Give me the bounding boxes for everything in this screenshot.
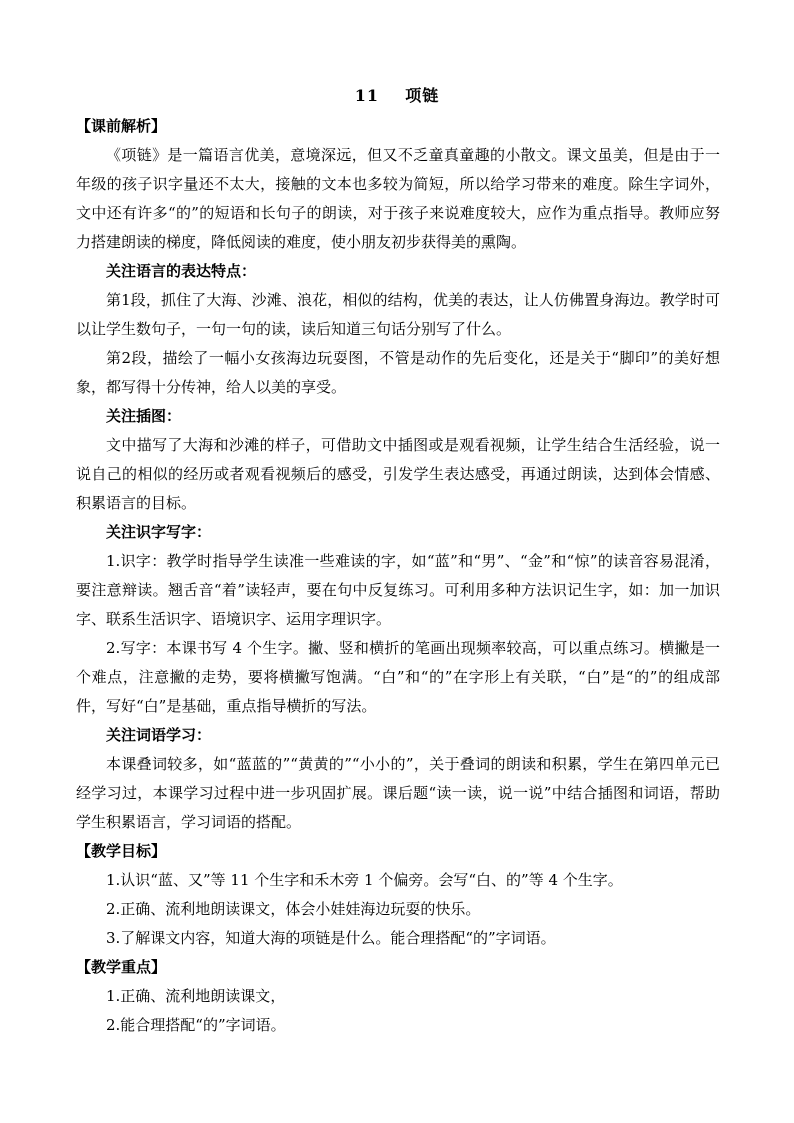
subheading-vocabulary: 关注词语学习：: [106, 726, 212, 744]
subheading-illustration: 关注插图：: [106, 407, 182, 425]
page-title: 11 项链: [354, 86, 440, 105]
vocabulary-paragraph: 本课叠词较多，如“蓝蓝的”“黄黄的”“小小的”，关于叠词的朗读和积累，学生在第四单元已经学习过，本课学习过程中进一步巩固扩展。课后题“读一读，说一说”中结合插图和词语，帮助学生积累语言，学习词语的搭配。: [76, 755, 720, 831]
literacy-paragraph-2: 2.写字：本课书写 4 个生字。撇、竖和横折的笔画出现频率较高，可以重点练习。横撇是一个难点，注意撇的走势，要将横撇写饱满。“白”和“的”在字形上有关联，“白”是“的”的组成部件，写好“白”是基础，重点指导横折的写法。: [76, 639, 720, 715]
document-body: [76, 112, 720, 1040]
goal-item-1: 1.认识“蓝、又”等 11 个生字和禾木旁 1 个偏旁。会写“白、的”等 4 个生字。: [106, 871, 623, 889]
literacy-paragraph-1: 1.识字：教学时指导学生读准一些难读的字，如“蓝”和“男”、“金”和“惊”的读音容易混淆，要注意辩读。翘舌音“着”读轻声，要在句中反复练习。可利用多种方法识记生字，如：加一加识字、联系生活识字、语境识字、运用字理识字。: [76, 552, 720, 628]
subheading-language-features: 关注语言的表达特点：: [106, 262, 257, 280]
subheading-literacy: 关注识字写字：: [106, 523, 212, 541]
section-heading-pre-analysis: 【课前解析】: [76, 117, 167, 135]
section-heading-key-points: 【教学重点】: [76, 958, 167, 976]
key-point-item-2: 2.能合理搭配“的”字词语。: [106, 1016, 286, 1034]
goal-item-3: 3.了解课文内容，知道大海的项链是什么。能合理搭配“的”字词语。: [106, 929, 556, 947]
key-point-item-1: 1.正确、流利地朗读课文，: [106, 987, 286, 1005]
language-paragraph-1: 第1段，抓住了大海、沙滩、浪花，相似的结构，优美的表达，让人仿佛置身海边。教学时可以让学生数句子，一句一句的读，读后知道三句话分别写了什么。: [76, 291, 720, 338]
illustration-paragraph: 文中描写了大海和沙滩的样子，可借助文中插图或是观看视频，让学生结合生活经验，说一说自己的相似的经历或者观看视频后的感受，引发学生表达感受，再通过朗读，达到体会情感、积累语言的目标。: [76, 436, 720, 512]
language-paragraph-2: 第2段，描绘了一幅小女孩海边玩耍图，不管是动作的先后变化，还是关于“脚印”的美好想象，都写得十分传神，给人以美的享受。: [76, 349, 720, 396]
intro-paragraph: 《项链》是一篇语言优美，意境深远，但又不乏童真童趣的小散文。课文虽美，但是由于一年级的孩子识字量还不太大，接触的文本也多较为简短，所以给学习带来的难度。除生字词外，文中还有许多“的”的短语和长句子的朗读，对于孩子来说难度较大，应作为重点指导。教师应努力搭建朗读的梯度，降低阅读的难度，使小朋友初步获得美的熏陶。: [76, 146, 720, 251]
section-heading-goals: 【教学目标】: [76, 842, 167, 860]
goal-item-2: 2.正确、流利地朗读课文，体会小娃娃海边玩耍的快乐。: [106, 900, 481, 918]
